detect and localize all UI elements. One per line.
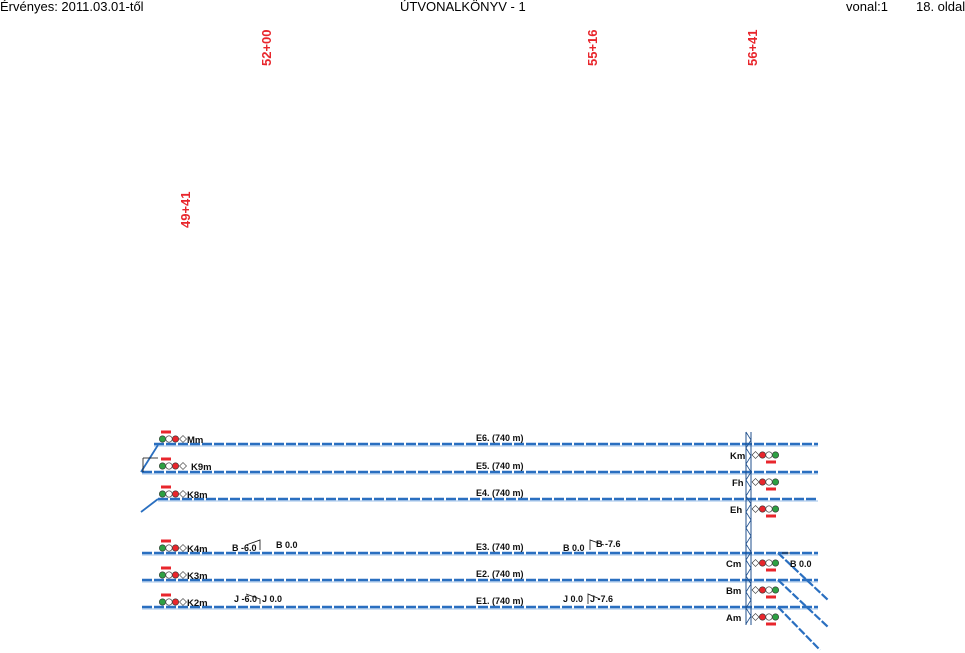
svg-text:K3m: K3m — [187, 571, 208, 582]
signal-k9m — [159, 458, 211, 474]
track-label-e6: E6. (740 m) — [476, 433, 524, 443]
svg-text:J 0.0: J 0.0 — [262, 594, 283, 604]
svg-text:K9m: K9m — [191, 462, 212, 473]
gradient-e3-left — [232, 540, 298, 553]
svg-text:K2m: K2m — [187, 598, 208, 609]
svg-text:J 0.0: J 0.0 — [563, 594, 584, 604]
track-label-e2: E2. (740 m) — [476, 569, 524, 579]
track-e4 — [158, 499, 818, 501]
svg-text:J -7.6: J -7.6 — [590, 594, 614, 604]
track-e5 — [142, 472, 818, 474]
signal-bm — [726, 586, 779, 599]
track-label-e5: E5. (740 m) — [476, 461, 524, 471]
svg-text:Bm: Bm — [726, 586, 742, 597]
svg-text:B -7.6: B -7.6 — [596, 539, 621, 549]
chainage-49-41: 49+41 — [178, 191, 193, 228]
gradient-e1-left — [234, 594, 282, 604]
svg-text:K4m: K4m — [187, 544, 208, 555]
svg-text:Cm: Cm — [726, 559, 742, 570]
signal-am — [726, 613, 779, 626]
svg-text:J -6.0: J -6.0 — [234, 594, 258, 604]
line-number: vonal:1 — [846, 0, 888, 14]
chainage-56-41: 56+41 — [745, 29, 760, 66]
track-label-e4: E4. (740 m) — [476, 488, 524, 498]
svg-text:B -6.0: B -6.0 — [232, 543, 257, 553]
signal-cm — [726, 559, 779, 572]
left-switches — [141, 445, 158, 512]
svg-text:Km: Km — [730, 451, 746, 462]
track-e2 — [142, 580, 818, 582]
svg-text:Am: Am — [726, 613, 742, 624]
gradient-e1-right — [563, 594, 613, 604]
svg-text:Eh: Eh — [730, 505, 743, 516]
page-title: ÚTVONALKÖNYV - 1 — [400, 0, 526, 14]
gradient-cm-branch: B 0.0 — [790, 559, 812, 569]
svg-text:K8m: K8m — [187, 490, 208, 501]
track-label-e3: E3. (740 m) — [476, 542, 524, 552]
svg-text:Fh: Fh — [732, 478, 744, 489]
track-label-e1: E1. (740 m) — [476, 596, 524, 606]
track-e1 — [142, 607, 818, 609]
signal-fh — [732, 478, 779, 491]
svg-text:B 0.0: B 0.0 — [276, 540, 298, 550]
signal-eh — [730, 505, 779, 518]
validity-date: Érvényes: 2011.03.01-től — [0, 0, 144, 14]
page-number: 18. oldal — [916, 0, 965, 14]
chainage-52-00: 52+00 — [259, 29, 274, 66]
signal-km — [730, 451, 779, 464]
gradient-e3-right — [563, 539, 621, 553]
chainage-55-16: 55+16 — [585, 29, 600, 66]
svg-text:Mm: Mm — [187, 435, 204, 446]
track-e6 — [154, 444, 818, 446]
svg-text:B 0.0: B 0.0 — [563, 543, 585, 553]
signal-gantry — [746, 432, 751, 625]
track-e3 — [142, 553, 818, 555]
